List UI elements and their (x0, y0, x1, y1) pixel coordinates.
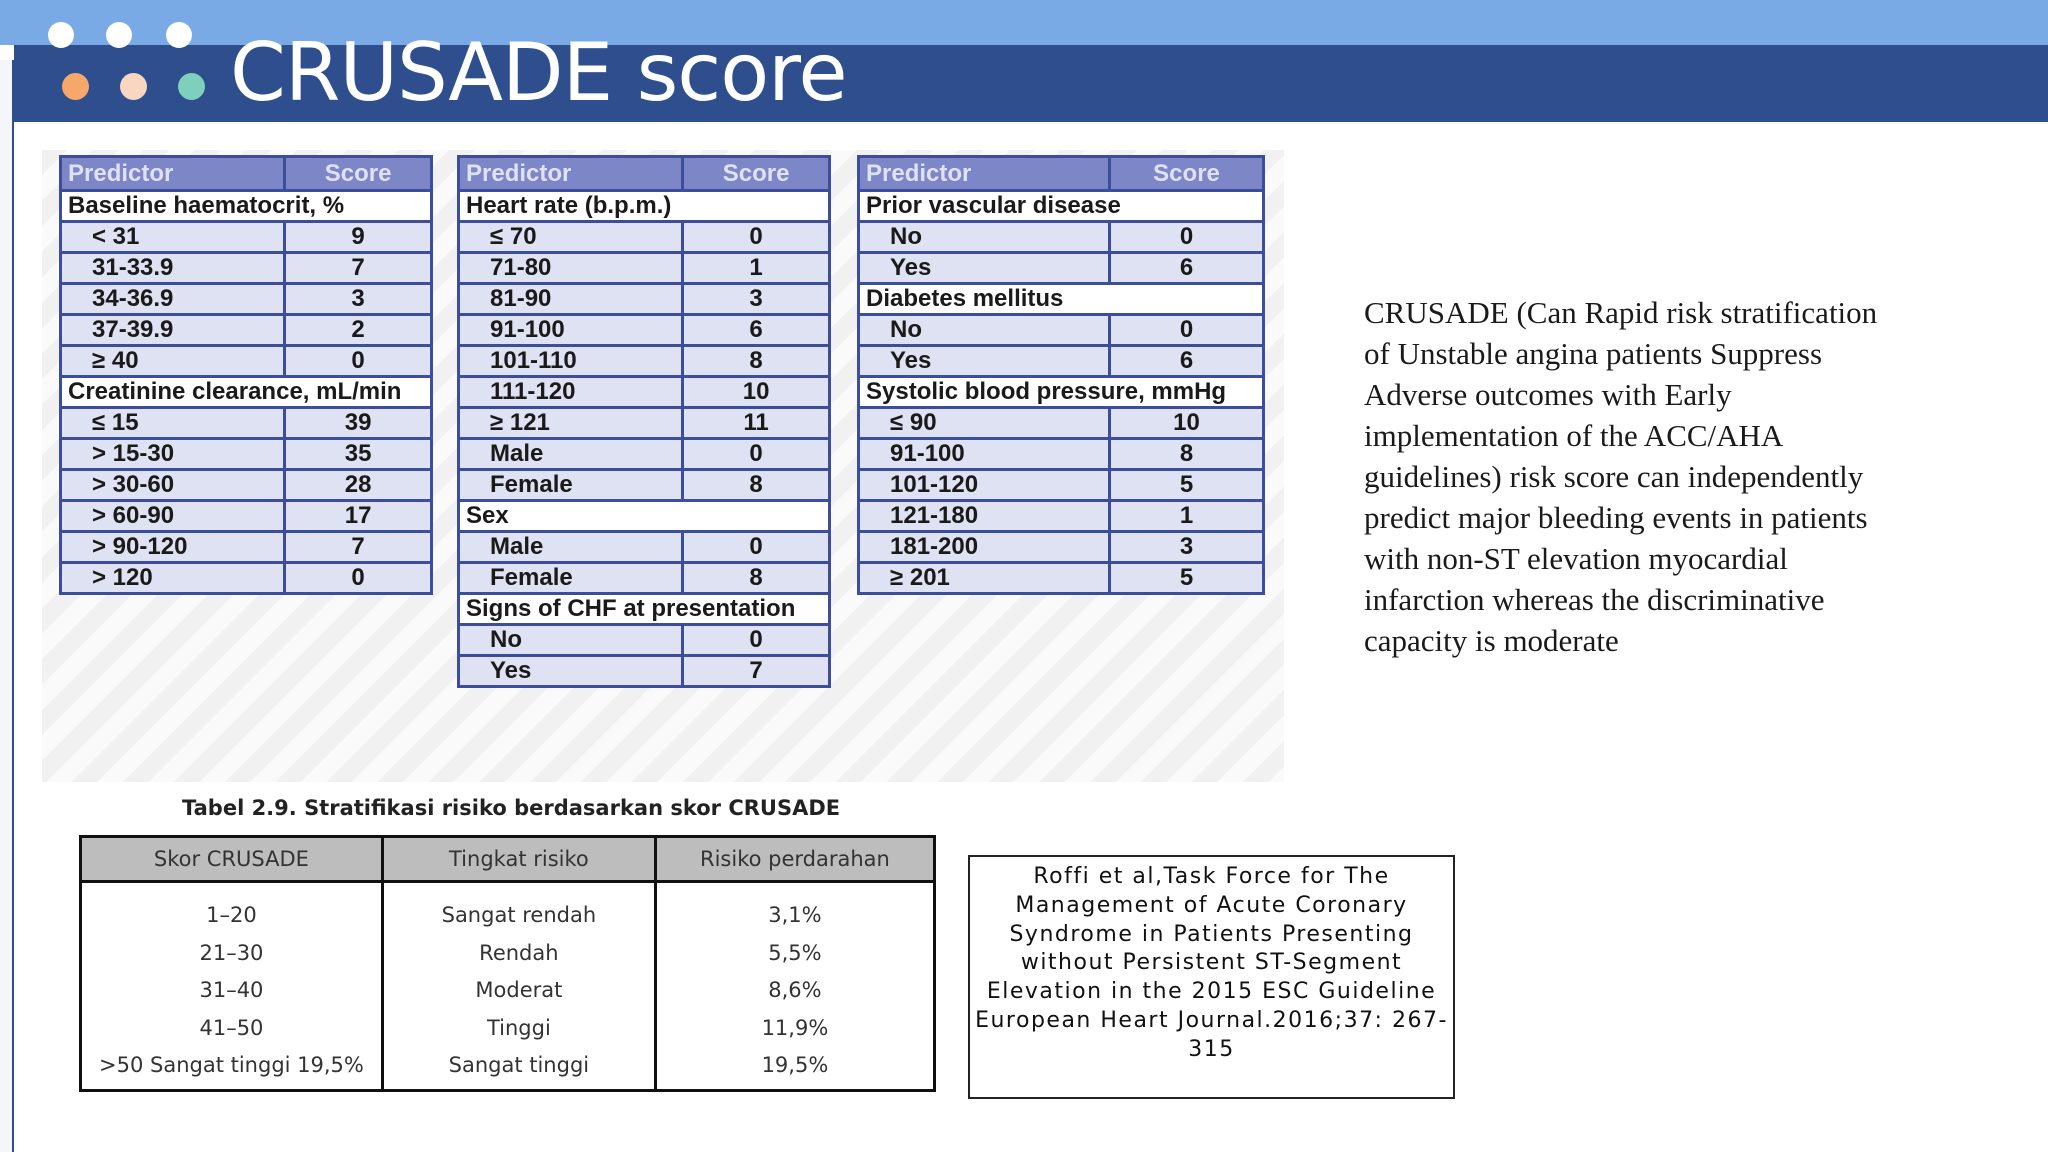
table-row (61, 284, 432, 315)
score-value: 1 (683, 253, 830, 284)
predictor-value: > 60-90 (61, 501, 285, 532)
table-row (859, 253, 1264, 284)
risk-table-cell: Rendah (479, 940, 559, 965)
risk-table-cell: >50 Sangat tinggi 19,5% (99, 1053, 364, 1077)
score-value: 6 (1110, 346, 1264, 377)
predictor-value: 101-120 (859, 470, 1110, 501)
risk-table-column (382, 882, 655, 1091)
table-row (459, 656, 830, 687)
table-row (859, 470, 1264, 501)
risk-table-cell: 5,5% (768, 940, 822, 965)
predictor-section-title: Systolic blood pressure, mmHg (859, 377, 1264, 408)
predictor-value: 101-110 (459, 346, 683, 377)
predictor-value: 81-90 (459, 284, 683, 315)
predictor-value: ≤ 15 (61, 408, 285, 439)
predictor-value: Yes (859, 253, 1110, 284)
predictor-value: Female (459, 563, 683, 594)
predictor-value: ≥ 201 (859, 563, 1110, 594)
predictor-value: < 31 (61, 222, 285, 253)
table-row (459, 439, 830, 470)
risk-table-cell: Sangat rendah (441, 903, 597, 927)
score-value: 3 (1110, 532, 1264, 563)
table-row (859, 439, 1264, 470)
table-row (459, 346, 830, 377)
score-value: 0 (683, 625, 830, 656)
score-value: 8 (683, 563, 830, 594)
table-row (61, 222, 432, 253)
criteria-table-3 (857, 155, 1265, 595)
predictor-value: > 15-30 (61, 439, 285, 470)
predictor-value: 121-180 (859, 501, 1110, 532)
score-value: 35 (285, 439, 432, 470)
risk-table-cell: 11,9% (761, 1015, 829, 1040)
predictor-header: Predictor (459, 157, 683, 191)
table-row (859, 408, 1264, 439)
score-value: 8 (683, 470, 830, 501)
score-value: 6 (683, 315, 830, 346)
score-header: Score (683, 157, 830, 191)
predictor-value: 31-33.9 (61, 253, 285, 284)
score-value: 0 (683, 532, 830, 563)
risk-table-cell: 41–50 (199, 1015, 264, 1040)
table-row (459, 284, 830, 315)
risk-table-cell: 19,5% (761, 1053, 829, 1077)
risk-table-column (655, 882, 934, 1091)
predictor-section-title: Sex (459, 501, 830, 532)
predictor-section-title: Signs of CHF at presentation (459, 594, 830, 625)
score-value: 0 (1110, 315, 1264, 346)
score-value: 17 (285, 501, 432, 532)
score-value: 7 (285, 532, 432, 563)
table-row (859, 222, 1264, 253)
predictor-value: 91-100 (459, 315, 683, 346)
risk-table-cell: 31–40 (199, 978, 264, 1002)
predictor-value: 181-200 (859, 532, 1110, 563)
score-value: 7 (683, 656, 830, 687)
table-row (859, 315, 1264, 346)
score-value: 7 (285, 253, 432, 284)
table-row (459, 377, 830, 408)
white-dot-icon (106, 22, 132, 48)
table-row (859, 501, 1264, 532)
predictor-header: Predictor (859, 157, 1110, 191)
table-row (61, 532, 432, 563)
score-value: 1 (1110, 501, 1264, 532)
score-value: 11 (683, 408, 830, 439)
risk-table-cell: Tinggi (486, 1015, 551, 1040)
table-row (459, 408, 830, 439)
predictor-value: Yes (459, 656, 683, 687)
predictor-value: 37-39.9 (61, 315, 285, 346)
score-value: 0 (1110, 222, 1264, 253)
predictor-value: 91-100 (859, 439, 1110, 470)
predictor-section-title: Baseline haematocrit, % (61, 191, 432, 222)
predictor-value: 111-120 (459, 377, 683, 408)
white-dot-icon (166, 22, 192, 48)
table-row (61, 408, 432, 439)
predictor-value: No (459, 625, 683, 656)
table-row (459, 315, 830, 346)
risk-table-cell: Sangat tinggi (448, 1053, 590, 1077)
risk-table-header: Tingkat risiko (382, 837, 655, 882)
score-value: 5 (1110, 563, 1264, 594)
predictor-header: Predictor (61, 157, 285, 191)
risk-table-header: Risiko perdarahan (655, 837, 934, 882)
predictor-value: Female (459, 470, 683, 501)
score-value: 0 (683, 439, 830, 470)
peach-dot-icon (120, 73, 147, 100)
score-value: 0 (285, 346, 432, 377)
predictor-value: 34-36.9 (61, 284, 285, 315)
page-title: CRUSADE score (230, 26, 847, 119)
table-row (459, 470, 830, 501)
reference-box: Roffi et al,Task Force for The Management of Acute Coronary Syndrome in Patients Presenting without Persistent ST-Segment Elevation in the 2015 ESC Guideline European Heart Journal.2016;37: 267-315 (968, 855, 1455, 1099)
score-value: 0 (285, 563, 432, 594)
risk-table-column (81, 882, 383, 1091)
predictor-section-title: Creatinine clearance, mL/min (61, 377, 432, 408)
table-row (459, 222, 830, 253)
white-dot-icon (48, 22, 74, 48)
risk-table-cell: 21–30 (199, 940, 264, 965)
score-value: 39 (285, 408, 432, 439)
table-row (61, 439, 432, 470)
score-header: Score (1110, 157, 1264, 191)
left-accent-border (0, 60, 14, 1152)
table-row (61, 315, 432, 346)
predictor-value: No (859, 315, 1110, 346)
score-value: 0 (683, 222, 830, 253)
table-row (61, 470, 432, 501)
risk-table-cell: 8,6% (768, 978, 822, 1002)
risk-table-caption: Tabel 2.9. Stratifikasi risiko berdasarkan skor CRUSADE (182, 796, 841, 820)
predictor-value: ≤ 90 (859, 408, 1110, 439)
table-row (459, 563, 830, 594)
predictor-value: ≤ 70 (459, 222, 683, 253)
predictor-value: 71-80 (459, 253, 683, 284)
predictor-value: > 120 (61, 563, 285, 594)
score-value: 8 (1110, 439, 1264, 470)
predictor-value: > 30-60 (61, 470, 285, 501)
table-row (61, 563, 432, 594)
table-row (859, 563, 1264, 594)
risk-stratification-table (79, 835, 936, 1092)
table-row (859, 346, 1264, 377)
predictor-section-title: Heart rate (b.p.m.) (459, 191, 830, 222)
risk-table-cell: Moderat (475, 978, 563, 1002)
score-value: 3 (683, 284, 830, 315)
score-value: 10 (683, 377, 830, 408)
table-row (859, 532, 1264, 563)
score-value: 28 (285, 470, 432, 501)
table-row (459, 532, 830, 563)
predictor-value: Male (459, 439, 683, 470)
predictor-value: > 90-120 (61, 532, 285, 563)
score-value: 6 (1110, 253, 1264, 284)
score-value: 2 (285, 315, 432, 346)
score-value: 3 (285, 284, 432, 315)
table-row (459, 253, 830, 284)
table-row (61, 253, 432, 284)
predictor-value: ≥ 121 (459, 408, 683, 439)
criteria-table-1 (59, 155, 433, 595)
score-value: 8 (683, 346, 830, 377)
risk-table-cell: 3,1% (768, 903, 822, 927)
score-value: 5 (1110, 470, 1264, 501)
risk-table-header: Skor CRUSADE (81, 837, 383, 882)
predictor-value: Male (459, 532, 683, 563)
score-value: 10 (1110, 408, 1264, 439)
risk-table-cell: 1–20 (206, 903, 257, 927)
teal-dot-icon (178, 73, 205, 100)
table-row (61, 501, 432, 532)
predictor-value: ≥ 40 (61, 346, 285, 377)
score-value: 9 (285, 222, 432, 253)
orange-dot-icon (62, 73, 89, 100)
crusade-description: CRUSADE (Can Rapid risk stratification of Unstable angina patients Suppress Adverse outcomes with Early implementation of the ACC/AHA guidelines) risk score can independently predict major bleeding events in patients with non-ST elevation myocardial infarction whereas the discriminative capacity is moderate (1364, 295, 1878, 658)
table-row (459, 625, 830, 656)
predictor-value: Yes (859, 346, 1110, 377)
criteria-table-2 (457, 155, 831, 688)
table-row (61, 346, 432, 377)
predictor-value: No (859, 222, 1110, 253)
predictor-section-title: Prior vascular disease (859, 191, 1264, 222)
predictor-section-title: Diabetes mellitus (859, 284, 1264, 315)
score-header: Score (285, 157, 432, 191)
